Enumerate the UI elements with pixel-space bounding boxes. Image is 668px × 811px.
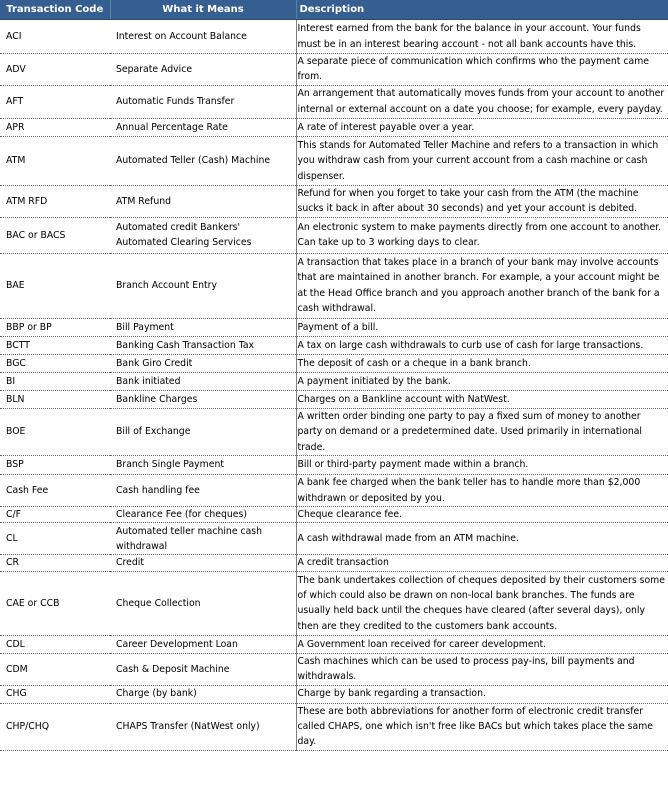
- table-row: [0, 555, 668, 571]
- meaning-cell: Branch Account Entry: [110, 253, 296, 318]
- table-row: [0, 217, 668, 253]
- meaning-cell: Clearance Fee (for cheques): [110, 507, 296, 523]
- description-cell: A tax on large cash withdrawals to curb use of cash for large transactions.: [296, 336, 668, 354]
- meaning-cell: Automated credit Bankers' Automated Clearing Services: [110, 217, 296, 253]
- table-row: [0, 20, 668, 54]
- meaning-cell: Branch Single Payment: [110, 456, 296, 475]
- table-row: [0, 653, 668, 685]
- header-row: [0, 0, 668, 20]
- description-cell: Cheque clearance fee.: [296, 507, 668, 523]
- table-row: [0, 390, 668, 408]
- description-cell: Charges on a Bankline account with NatWest.: [296, 390, 668, 408]
- description-cell: A cash withdrawal made from an ATM machine.: [296, 523, 668, 555]
- code-cell: BI: [0, 372, 110, 390]
- meaning-cell: Charge (by bank): [110, 685, 296, 703]
- code-cell: Cash Fee: [0, 475, 110, 507]
- code-cell: AFT: [0, 85, 110, 118]
- code-cell: C/F: [0, 507, 110, 523]
- code-cell: BLN: [0, 390, 110, 408]
- table-row: [0, 336, 668, 354]
- table-row: [0, 372, 668, 390]
- code-cell: BGC: [0, 354, 110, 372]
- description-cell: Cash machines which can be used to process pay-ins, bill payments and withdrawals.: [296, 653, 668, 685]
- code-cell: CHP/CHQ: [0, 703, 110, 750]
- description-cell: The bank undertakes collection of cheques deposited by their customers some of which could also be drawn on non-local bank branches. The funds are usually held back until the cheques have cleared (after several days), only then are they credited to the customers bank accounts.: [296, 571, 668, 635]
- code-cell: ATM RFD: [0, 185, 110, 217]
- meaning-cell: Bill of Exchange: [110, 408, 296, 455]
- header-what-it-means: What it Means: [110, 0, 296, 20]
- table-row: [0, 253, 668, 318]
- table-row: [0, 523, 668, 555]
- description-cell: A written order binding one party to pay a fixed sum of money to another party on demand or a predetermined date. Used primarily in international trade.: [296, 408, 668, 455]
- table-row: [0, 475, 668, 507]
- meaning-cell: Bankline Charges: [110, 390, 296, 408]
- meaning-cell: ATM Refund: [110, 185, 296, 217]
- meaning-cell: Credit: [110, 555, 296, 571]
- table-row: [0, 85, 668, 118]
- header-description: Description: [296, 0, 668, 20]
- meaning-cell: Cash & Deposit Machine: [110, 653, 296, 685]
- table-row: [0, 571, 668, 635]
- code-cell: BOE: [0, 408, 110, 455]
- table-row: [0, 703, 668, 750]
- table-row: [0, 685, 668, 703]
- code-cell: CDL: [0, 635, 110, 653]
- meaning-cell: Interest on Account Balance: [110, 20, 296, 54]
- description-cell: An electronic system to make payments directly from one account to another. Can take up to 3 working days to clear.: [296, 217, 668, 253]
- code-cell: ATM: [0, 136, 110, 185]
- meaning-cell: Automated teller machine cash withdrawal: [110, 523, 296, 555]
- header-transaction-code: Transaction Code: [0, 0, 110, 20]
- description-cell: These are both abbreviations for another form of electronic credit transfer called CHAPS, one which isn't free like BACs but which takes place the same day.: [296, 703, 668, 750]
- table-row: [0, 456, 668, 475]
- code-cell: ADV: [0, 54, 110, 86]
- meaning-cell: Annual Percentage Rate: [110, 118, 296, 136]
- code-cell: BBP or BP: [0, 318, 110, 336]
- description-cell: Refund for when you forget to take your cash from the ATM (the machine sucks it back in after about 30 seconds) and yet your account is debited.: [296, 185, 668, 217]
- code-cell: CL: [0, 523, 110, 555]
- code-cell: CAE or CCB: [0, 571, 110, 635]
- meaning-cell: Separate Advice: [110, 54, 296, 86]
- description-cell: A bank fee charged when the bank teller has to handle more than $2,000 withdrawn or deposited by you.: [296, 475, 668, 507]
- table-row: [0, 408, 668, 455]
- description-cell: This stands for Automated Teller Machine and refers to a transaction in which you withdraw cash from your current account from a cash machine or cash dispenser.: [296, 136, 668, 185]
- table-row: [0, 318, 668, 336]
- description-cell: The deposit of cash or a cheque in a bank branch.: [296, 354, 668, 372]
- description-cell: An arrangement that automatically moves funds from your account to another internal or external account on a date you choose; for example, every payday.: [296, 85, 668, 118]
- code-cell: ACI: [0, 20, 110, 54]
- meaning-cell: Automated Teller (Cash) Machine: [110, 136, 296, 185]
- table-row: [0, 507, 668, 523]
- code-cell: BCTT: [0, 336, 110, 354]
- meaning-cell: Automatic Funds Transfer: [110, 85, 296, 118]
- description-cell: A payment initiated by the bank.: [296, 372, 668, 390]
- code-cell: BAE: [0, 253, 110, 318]
- table-row: [0, 354, 668, 372]
- meaning-cell: Cheque Collection: [110, 571, 296, 635]
- table-row: [0, 118, 668, 136]
- code-cell: BSP: [0, 456, 110, 475]
- meaning-cell: Career Development Loan: [110, 635, 296, 653]
- description-cell: A transaction that takes place in a branch of your bank may involve accounts that are maintained in another branch. For example, a your account might be at the Head Office branch and you approach another branch of the bank for a cash withdrawal.: [296, 253, 668, 318]
- table-row: [0, 185, 668, 217]
- meaning-cell: Bank initiated: [110, 372, 296, 390]
- description-cell: A credit transaction: [296, 555, 668, 571]
- table-row: [0, 635, 668, 653]
- code-cell: APR: [0, 118, 110, 136]
- code-cell: CDM: [0, 653, 110, 685]
- table-row: [0, 54, 668, 86]
- meaning-cell: Banking Cash Transaction Tax: [110, 336, 296, 354]
- meaning-cell: CHAPS Transfer (NatWest only): [110, 703, 296, 750]
- description-cell: Bill or third-party payment made within a branch.: [296, 456, 668, 475]
- code-cell: BAC or BACS: [0, 217, 110, 253]
- description-cell: Interest earned from the bank for the balance in your account. Your funds must be in an interest bearing account - not all bank accounts have this.: [296, 20, 668, 54]
- code-cell: CR: [0, 555, 110, 571]
- description-cell: A Government loan received for career development.: [296, 635, 668, 653]
- meaning-cell: Bank Giro Credit: [110, 354, 296, 372]
- code-cell: CHG: [0, 685, 110, 703]
- table-row: [0, 136, 668, 185]
- meaning-cell: Cash handling fee: [110, 475, 296, 507]
- description-cell: Payment of a bill.: [296, 318, 668, 336]
- description-cell: A rate of interest payable over a year.: [296, 118, 668, 136]
- description-cell: Charge by bank regarding a transaction.: [296, 685, 668, 703]
- meaning-cell: Bill Payment: [110, 318, 296, 336]
- description-cell: A separate piece of communication which confirms who the payment came from.: [296, 54, 668, 86]
